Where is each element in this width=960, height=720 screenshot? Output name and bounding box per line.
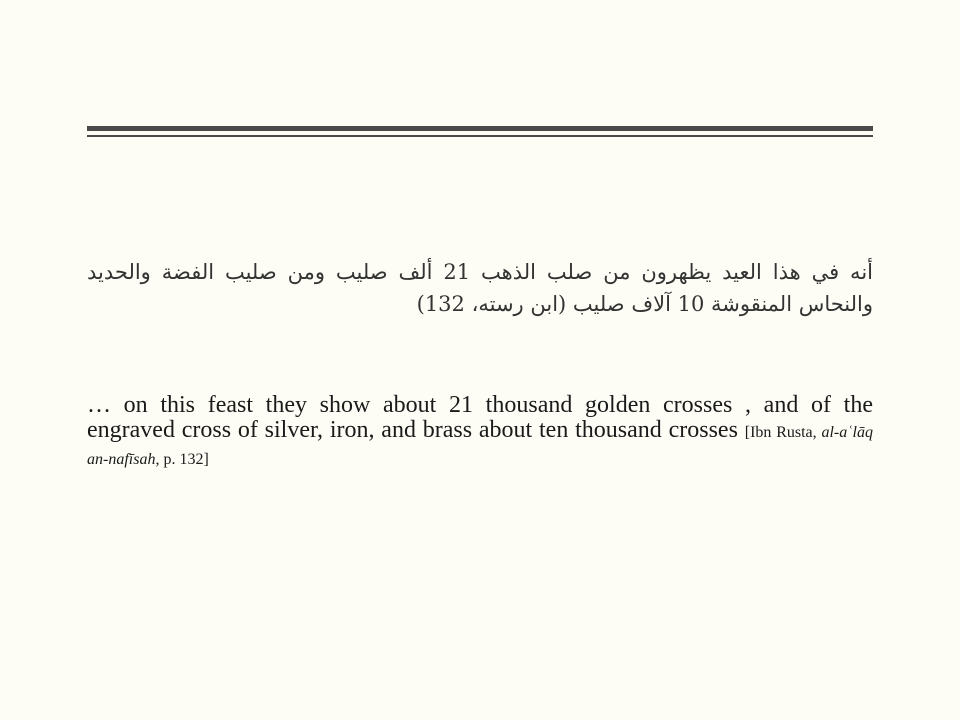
arabic-quote: أنه في هذا العيد يظهرون من صلب الذهب 21 ألف صليب ومن صليب الفضة والحديد والنحاس المنقوشة 10 آلاف صليب (ابن رسته، 132) — [87, 260, 873, 316]
english-quote-text: … on this feast they show about 21 thousand golden crosses , and of the engraved cross of silver, iron, and brass about ten thousand crosses — [87, 392, 873, 443]
citation-close: , p. 132] — [155, 451, 209, 468]
header-rule-thin — [87, 135, 873, 137]
citation-title: al-aʿlāq an-nafīsah — [87, 424, 873, 468]
english-quote — [87, 393, 873, 472]
citation-open: [Ibn Rusta, — [744, 424, 822, 441]
header-rule-thick — [87, 126, 873, 131]
